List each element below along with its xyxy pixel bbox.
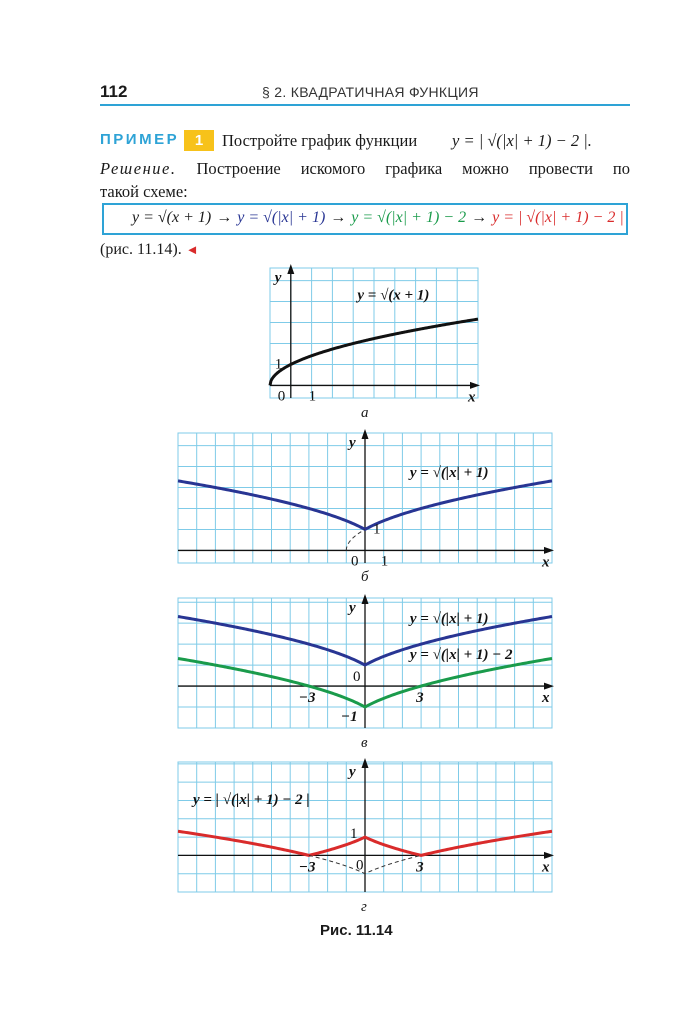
panel-letter-g: г (361, 899, 367, 915)
solution-title: Решение. (100, 159, 177, 178)
solution-text: Построение искомого графика можно провести по (196, 159, 630, 178)
tick-label: −1 (341, 709, 358, 726)
tick-label: 1 (373, 521, 381, 538)
tick-label: −3 (298, 690, 316, 707)
tick-label: 0 (351, 553, 359, 570)
x-axis-label: x (542, 554, 550, 571)
figure-reference-text: (рис. 11.14). (100, 241, 182, 258)
graph-b (178, 433, 552, 571)
scheme-step-4: y = | √(|x| + 1) − 2 | (492, 209, 624, 226)
panel-letter-v: в (361, 735, 368, 751)
figure-reference (100, 241, 199, 259)
formula-label: y = √(x + 1) (357, 287, 430, 304)
y-axis-label: y (349, 600, 356, 616)
y-axis-arrow (362, 594, 369, 604)
panel-letter-a: а (361, 405, 369, 421)
tick-label: 1 (380, 553, 389, 570)
solution-line-1 (100, 157, 630, 180)
formula-label: y = √(|x| + 1) − 2 (409, 646, 513, 663)
graph-g (178, 762, 552, 892)
graph-a (270, 268, 478, 406)
graph-v (178, 598, 552, 728)
formula-label: y = | √(|x| + 1) − 2 | (192, 792, 310, 809)
tick-label: 0 (356, 857, 364, 874)
panel-letter-b: б (361, 569, 369, 585)
y-axis-arrow (362, 758, 369, 768)
y-axis-arrow (287, 264, 294, 274)
scheme-step-1: y = √(x + 1) (132, 209, 212, 226)
tick-label: 3 (416, 690, 424, 707)
figure-caption: Рис. 11.14 (320, 922, 393, 939)
tick-label: 1 (350, 826, 358, 843)
running-head: § 2. КВАДРАТИЧНАЯ ФУНКЦИЯ (262, 84, 479, 100)
tick-label: −3 (298, 859, 316, 876)
tick-label: 0 (353, 669, 361, 686)
scheme-arrow: → (216, 209, 233, 226)
scheme-step-3: y = √(|x| + 1) − 2 (351, 209, 467, 226)
x-axis-label: x (542, 859, 550, 876)
scheme-arrow: → (330, 209, 347, 226)
formula-label: y = √(|x| + 1) (409, 465, 489, 482)
series-line-dashed (346, 529, 365, 550)
scheme-chain (132, 209, 624, 227)
y-axis-label: y (274, 270, 282, 286)
tick-label: 0 (277, 388, 286, 405)
header-rule (100, 104, 630, 106)
formula-label: y = √(|x| + 1) (409, 611, 489, 628)
tick-label: 3 (416, 859, 424, 876)
y-axis-label: y (349, 764, 356, 780)
scheme-box (102, 203, 628, 235)
scheme-step-2: y = √(|x| + 1) (237, 209, 326, 226)
end-of-solution-marker: ◄ (185, 242, 199, 257)
example-number-badge: 1 (184, 130, 214, 151)
y-axis-arrow (362, 429, 369, 439)
tick-label: 1 (308, 388, 317, 405)
x-axis-label: x (542, 690, 550, 707)
example-task: Постройте график функции (222, 131, 418, 150)
example-label: ПРИМЕР (100, 131, 180, 148)
example-line (100, 130, 640, 152)
scheme-arrow: → (471, 209, 488, 226)
page-number: 112 (100, 82, 128, 101)
example-formula: y = | √(|x| + 1) − 2 |. (452, 131, 592, 150)
y-axis-label: y (349, 435, 356, 451)
tick-label: 1 (274, 356, 283, 373)
solution-line-2: такой схеме: (100, 182, 188, 201)
x-axis-label: x (468, 389, 476, 406)
